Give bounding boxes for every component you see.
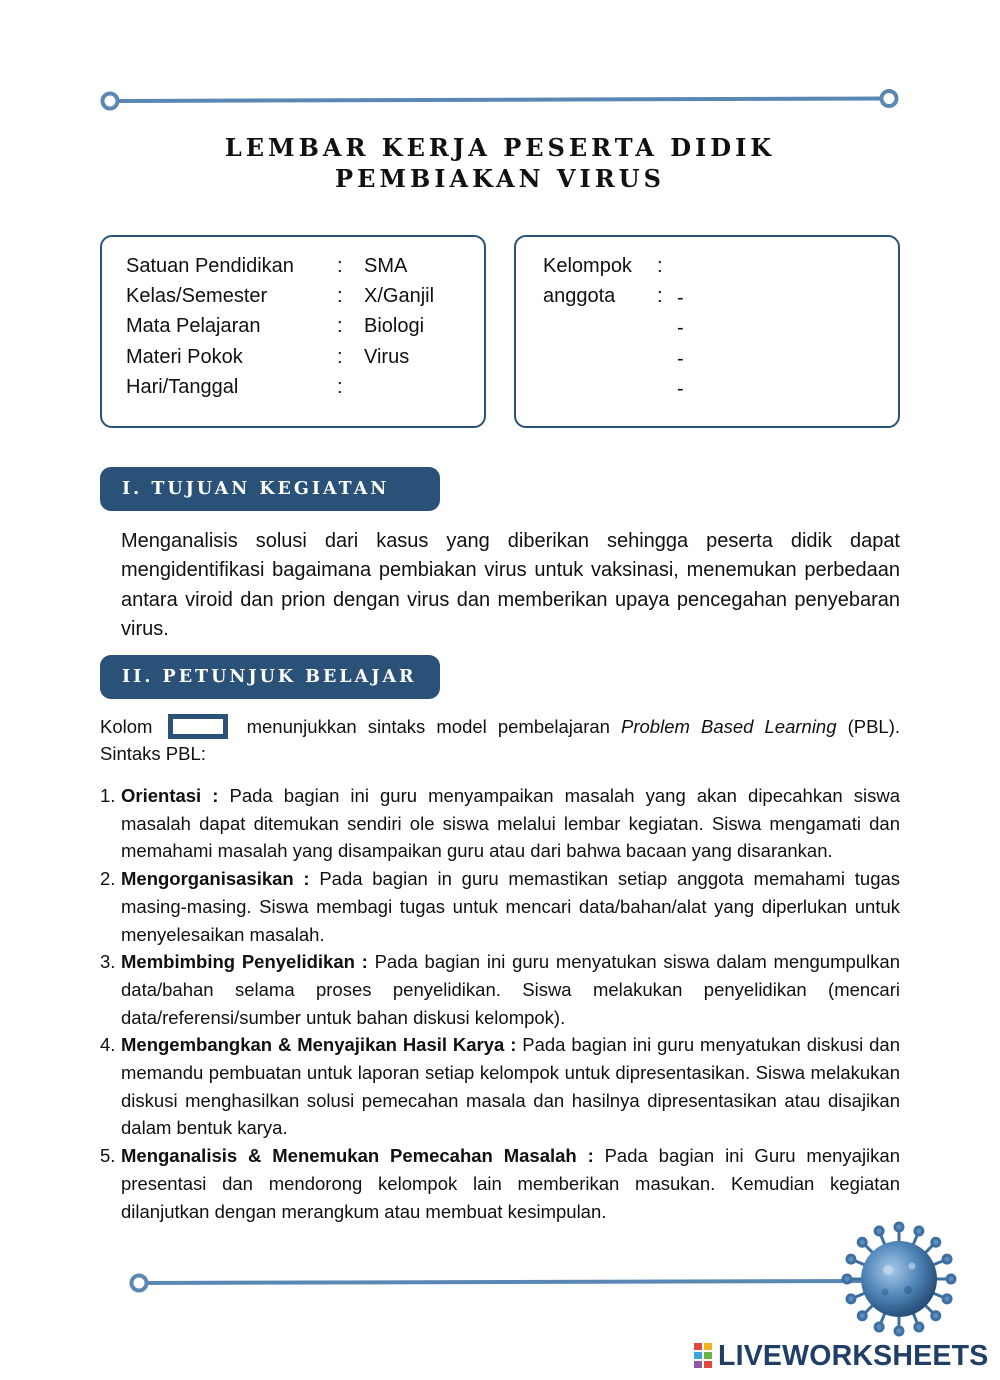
list-item <box>100 782 900 865</box>
liveworksheets-logo-icon <box>694 1343 714 1369</box>
step-title: Menganalisis & Menemukan Pemecahan Masalah : <box>121 1145 594 1167</box>
virus-spike-tip <box>875 1227 883 1235</box>
virus-spike-tip <box>943 1295 951 1303</box>
kolom-indicator-box <box>168 714 228 739</box>
virus-spike-tip <box>895 1223 903 1231</box>
title-line-1: LEMBAR KERJA PESERTA DIDIK <box>224 133 776 162</box>
pbl-steps-list <box>100 782 900 1225</box>
intro-middle: menunjukkan sintaks model pembelajaran <box>246 716 610 737</box>
tujuan-paragraph: Menganalisis solusi dari kasus yang diberikan sehingga peserta didik dapat mengidentifikasi bagaimana pembiakan virus untuk vaksinasi, menemukan perbedaan antara viroid dan prion dengan virus dan memberikan upaya pencegahan penyebaran virus. <box>121 530 900 640</box>
virus-spike-tip <box>843 1275 851 1283</box>
list-item <box>100 865 900 948</box>
identity-value: Biologi <box>364 315 425 337</box>
step-number: 1. <box>100 785 116 806</box>
identity-colon: : <box>337 346 343 368</box>
intro-italic: Problem Based Learning <box>621 716 837 737</box>
identity-colon: : <box>337 285 343 307</box>
member-dash: - <box>677 287 684 309</box>
step-text: Pada bagian ini guru menyatukan diskusi dan memandu pembuatan untuk laporan setiap kelompok untuk dipresentasikan. Siswa melakukan diskusi menghasilkan solusi pemecahan masala dan hasilnya dipresentasikan atau disajikan dalam bentuk karya. <box>121 1034 900 1139</box>
list-item <box>100 1031 900 1142</box>
step-text: Pada bagian ini Guru menyajikan presentasi dan mendorong kelompok lain memberikan masukan. Kemudian kegiatan dilanjutkan dengan merangkum atau membuat kesimpulan. <box>121 1145 900 1222</box>
intro-suffix: (PBL). <box>847 716 901 737</box>
step-number: 4. <box>100 1034 116 1056</box>
identity-label: Mata Pelajaran <box>126 315 261 337</box>
identity-label: Materi Pokok <box>126 346 243 368</box>
virus-spike-tip <box>858 1312 866 1320</box>
step-text: Pada bagian in guru memastikan setiap anggota memahami tugas masing-masing. Siswa membagi tugas untuk mencari data/bahan/alat yang diperlukan untuk menyelesaikan masalah. <box>121 868 901 945</box>
member-dash: - <box>677 378 684 400</box>
identity-colon: : <box>337 376 343 398</box>
kelompok-label: Kelompok <box>543 255 632 277</box>
step-number: 2. <box>100 868 116 890</box>
anggota-label: anggota <box>543 285 616 307</box>
section-heading-petunjuk: II. PETUNJUK BELAJAR <box>100 655 440 699</box>
top-divider <box>98 88 904 114</box>
member-dash: - <box>677 317 684 339</box>
list-item <box>100 1142 900 1225</box>
virus-spike-tip <box>932 1238 940 1246</box>
identity-value: Virus <box>364 346 410 368</box>
step-title: Membimbing Penyelidikan : <box>121 951 368 973</box>
virus-spike-tip <box>947 1275 955 1283</box>
virus-icon <box>838 1218 960 1340</box>
identity-colon: : <box>337 255 343 277</box>
step-number: 3. <box>100 951 116 973</box>
virus-spike-tip <box>858 1238 866 1246</box>
anggota-colon: : <box>657 285 663 307</box>
virus-spike-tip <box>847 1295 855 1303</box>
step-title: Mengorganisasikan : <box>121 868 310 890</box>
sintaks-label: Sintaks PBL: <box>100 743 206 764</box>
virus-spike-tip <box>932 1312 940 1320</box>
identity-label: Kelas/Semester <box>126 285 268 307</box>
identity-colon: : <box>337 315 343 337</box>
liveworksheets-wordmark: LIVEWORKSHEETS <box>718 1340 989 1372</box>
petunjuk-intro <box>100 713 900 740</box>
step-number: 5. <box>100 1145 116 1167</box>
virus-spike-tip <box>895 1327 903 1335</box>
virus-spike-tip <box>847 1255 855 1263</box>
identity-value: X/Ganjil <box>364 285 435 307</box>
bottom-divider <box>126 1270 886 1296</box>
kelompok-colon: : <box>657 255 663 277</box>
list-item <box>100 948 900 1031</box>
virus-spike-tip <box>875 1323 883 1331</box>
step-text: Pada bagian ini guru menyatukan siswa dalam mengumpulkan data/bahan selama proses penyelidikan. Siswa melakukan penyelidikan (mencari data/referensi/sumber untuk bahan diskusi kelompok). <box>121 951 901 1028</box>
step-text: Pada bagian ini guru menyampaikan masalah yang akan dipecahkan siswa masalah dapat ditemukan sendiri ole siswa melalui lembar kegiatan. Siswa mengamati dan memahami masalah yang disampaikan guru atau dari bahwa bacaan yang disarankan. <box>121 785 900 862</box>
step-title: Orientasi : <box>121 785 219 806</box>
virus-spike-tip <box>915 1227 923 1235</box>
title-line-2: PEMBIAKAN VIRUS <box>335 164 665 193</box>
intro-prefix: Kolom <box>100 716 153 737</box>
virus-spike-tip <box>915 1323 923 1331</box>
identity-value: SMA <box>364 255 408 277</box>
identity-label: Satuan Pendidikan <box>126 255 294 277</box>
identity-label: Hari/Tanggal <box>126 376 239 398</box>
virus-spike-tip <box>943 1255 951 1263</box>
member-dash: - <box>677 348 684 370</box>
page-title <box>0 132 1000 194</box>
step-title: Mengembangkan & Menyajikan Hasil Karya : <box>121 1034 517 1056</box>
section-heading-tujuan: I. TUJUAN KEGIATAN <box>100 467 440 511</box>
